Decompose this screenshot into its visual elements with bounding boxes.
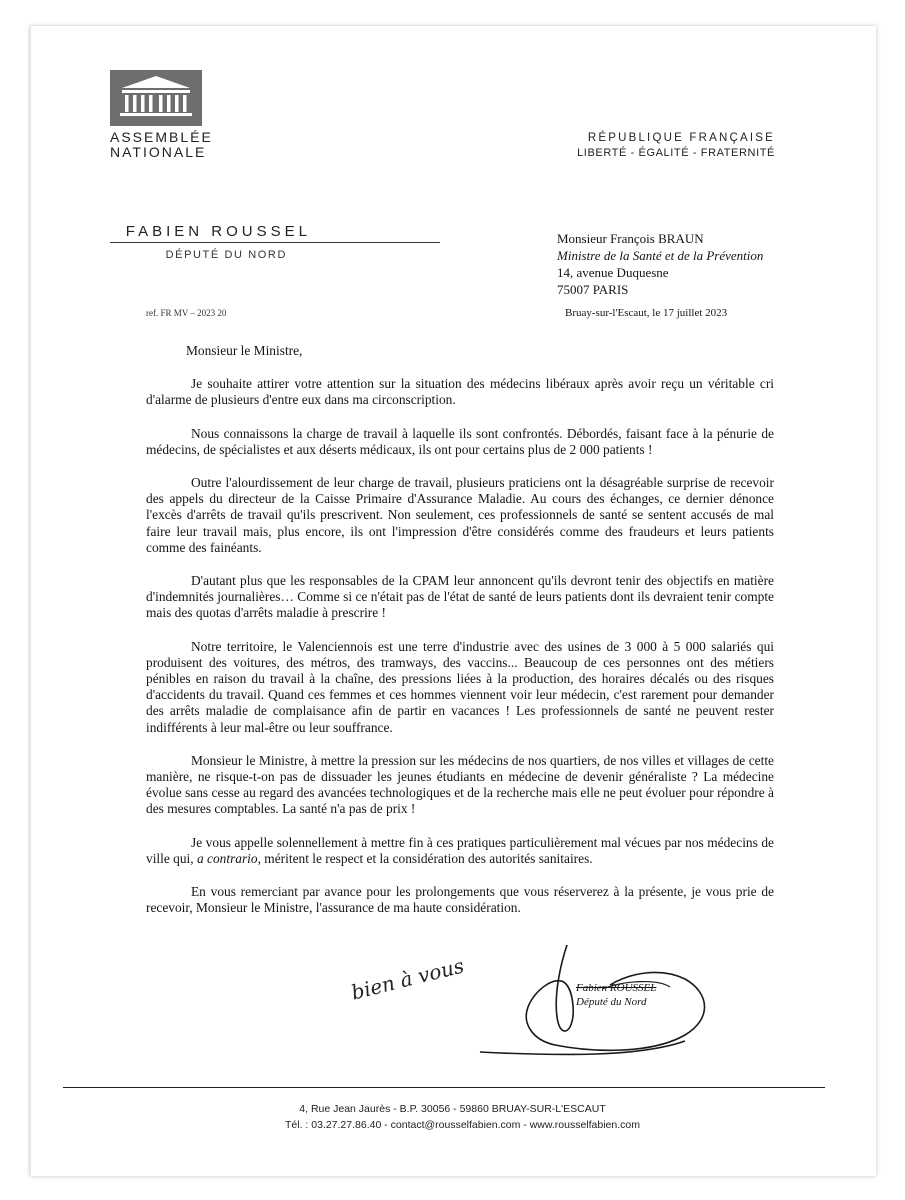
recipient-name: Monsieur François BRAUN bbox=[557, 231, 704, 246]
paragraph-7-end: , méritent le respect et la considération des autorités sanitaires. bbox=[257, 850, 593, 866]
author-block bbox=[110, 223, 315, 261]
author-divider bbox=[110, 242, 440, 243]
author-name: FABIEN ROUSSEL bbox=[125, 223, 311, 240]
republic-motto: LIBERTÉ - ÉGALITÉ - FRATERNITÉ bbox=[577, 147, 775, 159]
assemblee-building-icon bbox=[110, 70, 202, 126]
paragraph-1: Je souhaite attirer votre attention sur la situation des médecins libéraux après avoir reçu un véritable cri d'alarme de plusieurs d'entre eux dans ma circonscription. bbox=[146, 376, 774, 408]
republic-header bbox=[577, 132, 775, 159]
paragraph-7 bbox=[146, 835, 774, 867]
letter-body bbox=[146, 343, 774, 933]
paragraph-6: Monsieur le Ministre, à mettre la pression sur les médecins de nos quartiers, de nos villes et villages de cette manière, ne risque-t-on pas de dissuader les jeunes étudiants en médecine de devenir généraliste ? La médecine évolue sans cesse au regard des avancées technologiques et de la recherche mais elle ne peut évoluer pour répondre à des mesures comptables. La santé n'a pas de prix ! bbox=[146, 752, 774, 817]
footer-contact: Tél. : 03.27.27.86.40 - contact@rousselfabien.com - www.rousselfabien.com bbox=[284, 1119, 640, 1131]
republic-label: RÉPUBLIQUE FRANÇAISE bbox=[587, 132, 775, 144]
paragraph-2: Nous connaissons la charge de travail à laquelle ils sont confrontés. Débordés, faisant face à la pénurie de médecins, de spécialistes et aux déserts médicaux, ils ont pour certains plus de 2 000 patients ! bbox=[146, 425, 774, 457]
footer-divider bbox=[63, 1087, 825, 1088]
signature-scribble bbox=[340, 945, 740, 1060]
signer-name: Fabien ROUSSEL bbox=[576, 982, 657, 994]
letterhead-logo bbox=[110, 70, 213, 160]
institution-line-2: NATIONALE bbox=[110, 144, 207, 160]
letter-footer bbox=[0, 1101, 905, 1133]
footer-address: 4, Rue Jean Jaurès - B.P. 30056 - 59860 BRUAY-SUR-L'ESCAUT bbox=[299, 1103, 606, 1115]
letter-reference: ref. FR MV – 2023 20 bbox=[146, 308, 227, 318]
paragraph-7-start: Je vous appelle solennellement à mettre fin à ces pratiques particulièrement mal vécues par nos médecins de ville qui, bbox=[146, 834, 774, 866]
paragraph-3: Outre l'alourdissement de leur charge de travail, plusieurs praticiens ont la désagréable surprise de recevoir des appels du directeur de la Caisse Primaire d'Assurance Maladie. Au cours des échanges, ce dernier dénonce l'excès d'arrêts de travail qu'ils prescrivent. Non seulement, ces professionnels de santé se sentent accusés de mal faire leur travail mais, plus encore, ils ont l'impression d'être considérés comme des fraudeurs et leurs patients comme des fainéants. bbox=[146, 475, 774, 555]
recipient-city: 75007 PARIS bbox=[557, 282, 629, 297]
salutation: Monsieur le Ministre, bbox=[186, 343, 303, 358]
institution-line-1: ASSEMBLÉE bbox=[110, 129, 213, 145]
signer-title: Député du Nord bbox=[576, 996, 647, 1008]
author-title: DÉPUTÉ DU NORD bbox=[165, 249, 287, 261]
paragraph-5: Notre territoire, le Valenciennois est une terre d'industrie avec des usines de 3 000 à 5 000 salariés qui produisent des voitures, des métros, des tramways, des vaccins... Beaucoup de ces personnes ont des métiers pénibles en raison du travail à la chaîne, des pressions liées à la production, des horaires décalés ou des risques d'accidents du travail. Quand ces femmes et ces hommes viennent voir leur médecin, c'est rarement pour demander des arrêts maladie de complaisance afin de partir en vacances ! Les professionnels de santé ne peuvent rester indifférents à leur mal-être ou leur souffrance. bbox=[146, 638, 774, 735]
paragraph-4: D'autant plus que les responsables de la CPAM leur annoncent qu'ils devront tenir des objectifs en matière d'indemnités journalières… Comme si ce n'était pas de l'état de santé de leurs patients dont ils devraient tenir compte mais des quotas d'arrêts maladie à prescrire ! bbox=[146, 573, 774, 621]
paragraph-8: En vous remerciant par avance pour les prolongements que vous réserverez à la présente, je vous prie de recevoir, Monsieur le Ministre, l'assurance de ma haute considération. bbox=[146, 884, 774, 916]
recipient-street: 14, avenue Duquesne bbox=[557, 265, 669, 280]
signature-area bbox=[340, 945, 740, 1060]
handwritten-note: bien à vous bbox=[348, 953, 467, 1005]
recipient-address bbox=[557, 230, 763, 298]
paragraph-7-italic: a contrario bbox=[196, 850, 258, 866]
signer-block bbox=[576, 981, 656, 1009]
recipient-role: Ministre de la Santé et de la Prévention bbox=[557, 248, 764, 263]
letter-date: Bruay-sur-l'Escaut, le 17 juillet 2023 bbox=[565, 307, 728, 319]
